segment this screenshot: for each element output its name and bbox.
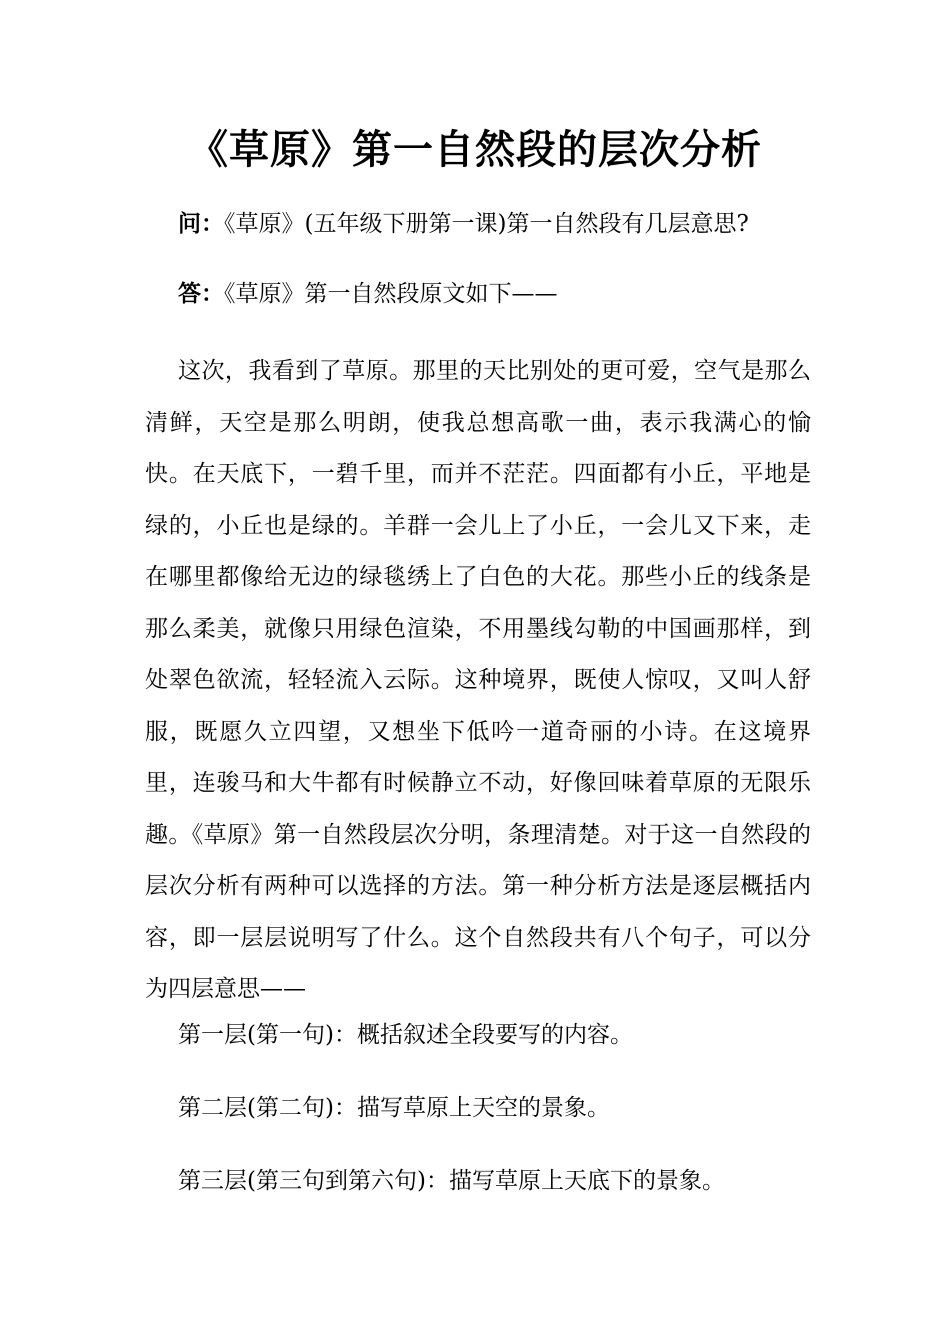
layer-item-3: 第三层(第三句到第六句)：描写草原上天底下的景象。 — [178, 1168, 725, 1194]
answer-label: 答： — [178, 280, 224, 307]
question-line — [178, 204, 749, 244]
document-title: 《草原》第一自然段的层次分析 — [188, 126, 762, 173]
layer-item-2: 第二层(第二句)：描写草原上天空的景象。 — [178, 1095, 610, 1121]
main-paragraph: 这次，我看到了草原。那里的天比别处的更可爱，空气是那么清鲜，天空是那么明朗，使我总想高歌一曲，表示我满心的愉快。在天底下，一碧千里，而并不茫茫。四面都有小丘，平地是绿的，小丘也是绿的。羊群一会儿上了小丘，一会儿又下来，走在哪里都像给无边的绿毯绣上了白色的大花。那些小丘的线条是那么柔美，就像只用绿色渲染，不用墨线勾勒的中国画那样，到处翠色欲流，轻轻流入云际。这种境界，既使人惊叹，又叫人舒服，既愿久立四望，又想坐下低吟一道奇丽的小诗。在这境界里，连骏马和大牛都有时候静立不动，好像回味着草原的无限乐趣。《草原》第一自然段层次分明，条理清楚。对于这一自然段的层次分析有两种可以选择的方法。第一种分析方法是逐层概括内容，即一层层说明写了什么。这个自然段共有八个句子，可以分为四层意思—— — [145, 358, 811, 1002]
question-label: 问： — [178, 210, 224, 237]
answer-line — [178, 274, 558, 314]
answer-text: 《草原》第一自然段原文如下—— — [224, 281, 558, 307]
layer-item-1: 第一层(第一句)：概括叙述全段要写的内容。 — [178, 1022, 633, 1048]
question-text: 《草原》(五年级下册第一课)第一自然段有几层意思? — [224, 211, 749, 237]
